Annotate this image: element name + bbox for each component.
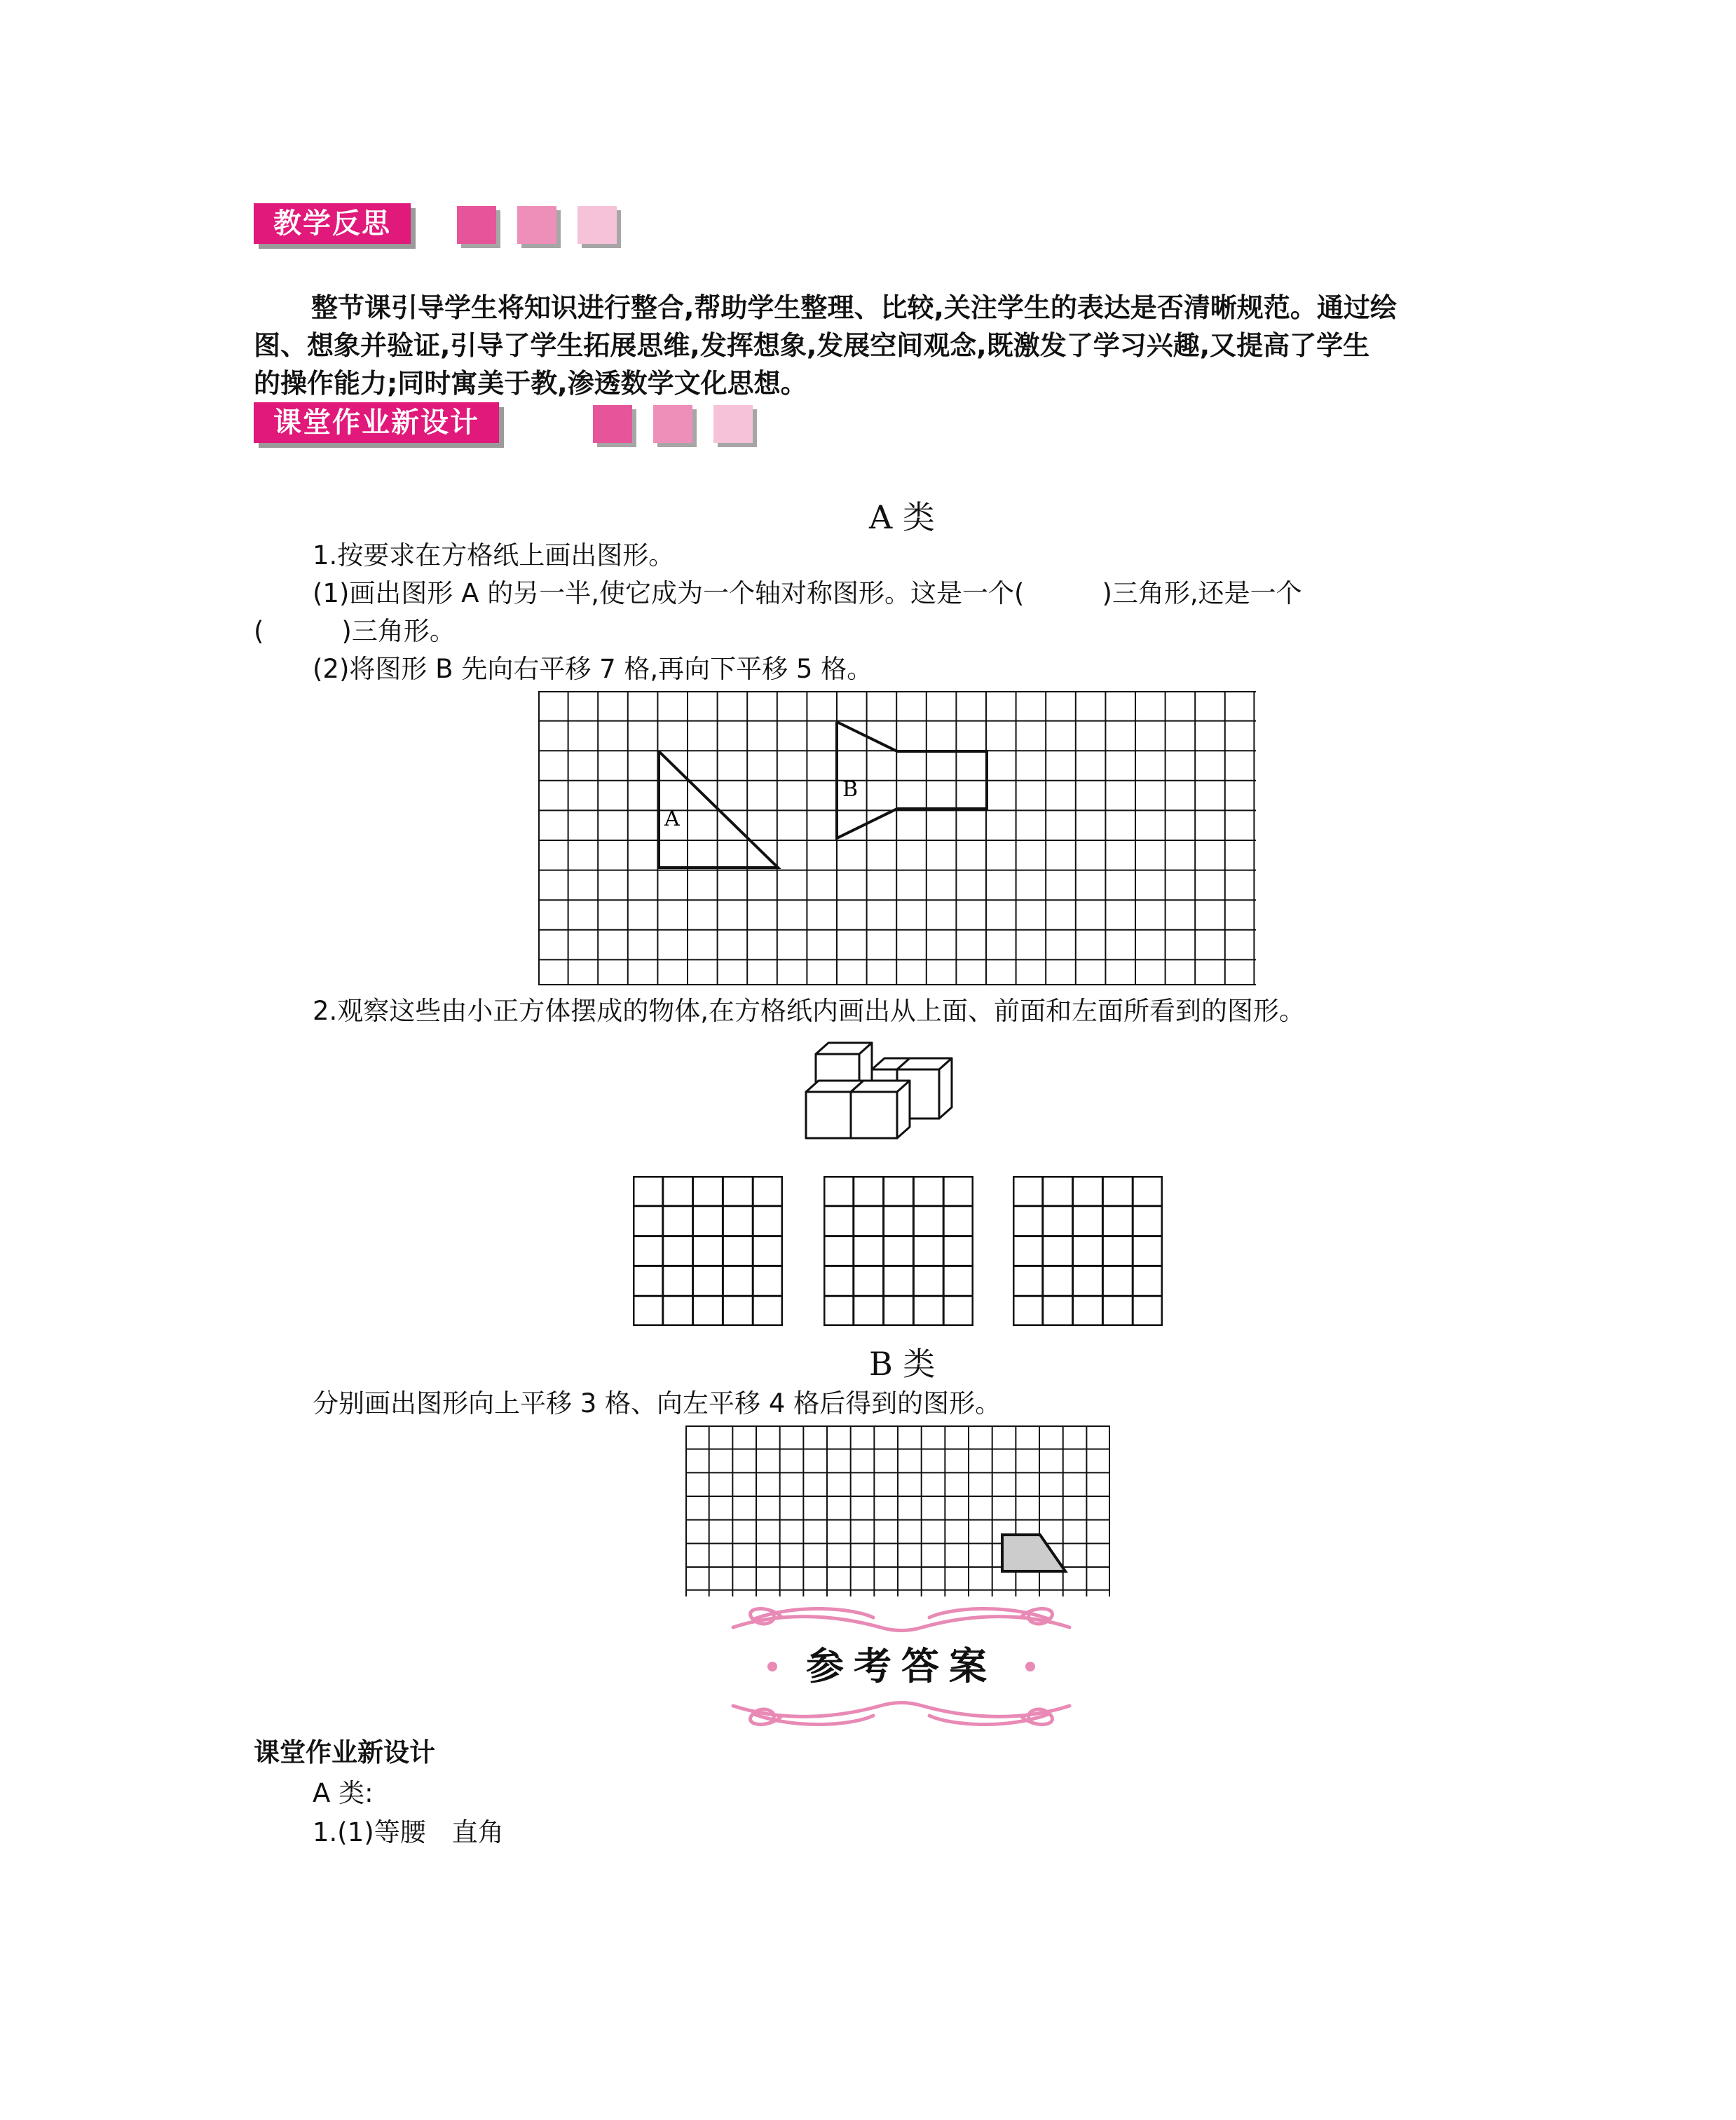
answer-line-1: 1.(1)等腰 直角 bbox=[313, 1817, 504, 1847]
question-1: 1.按要求在方格纸上画出图形。 bbox=[313, 540, 675, 570]
label-a: A bbox=[664, 807, 680, 831]
category-b-heading: B 类 bbox=[869, 1345, 936, 1383]
decor-square bbox=[577, 206, 617, 244]
question-b: 分别画出图形向上平移 3 格、向左平移 4 格后得到的图形。 bbox=[313, 1388, 1002, 1418]
grid-lines bbox=[823, 1176, 973, 1326]
grid-lines bbox=[1013, 1176, 1163, 1326]
shaded-trapezoid bbox=[1002, 1535, 1065, 1571]
section-title: 课堂作业新设计 bbox=[254, 402, 499, 443]
question-1-2: (2)将图形 B 先向右平移 7 格,再向下平移 5 格。 bbox=[313, 654, 873, 684]
answer-banner-title: 参考答案 bbox=[806, 1643, 997, 1688]
grid-top-view bbox=[633, 1176, 783, 1326]
grid-translate bbox=[685, 1425, 1110, 1596]
grid-left-view bbox=[1013, 1176, 1163, 1326]
section-header-homework bbox=[254, 402, 758, 449]
answer-category: A 类: bbox=[313, 1778, 374, 1808]
decor-square bbox=[713, 405, 753, 443]
grid-lines bbox=[538, 691, 1256, 985]
grid-front-view bbox=[823, 1176, 973, 1326]
answer-banner bbox=[712, 1599, 1091, 1734]
section-title: 教学反思 bbox=[254, 203, 411, 244]
decor-square bbox=[653, 405, 692, 443]
decor-square bbox=[593, 405, 632, 443]
reflection-paragraph bbox=[254, 289, 1515, 402]
question-2: 2.观察这些由小正方体摆成的物体,在方格纸内画出从上面、前面和左面所看到的图形。 bbox=[313, 996, 1306, 1026]
category-a-heading: A 类 bbox=[869, 498, 935, 536]
para-line: 的操作能力;同时寓美于教,渗透数学文化思想。 bbox=[254, 368, 807, 399]
answer-section-title: 课堂作业新设计 bbox=[254, 1737, 435, 1767]
para-line: 整节课引导学生将知识进行整合,帮助学生整理、比较,关注学生的表达是否清晰规范。通过绘 bbox=[311, 292, 1397, 323]
cube-object bbox=[799, 1040, 960, 1145]
label-b: B bbox=[842, 777, 859, 802]
para-line: 图、想象并验证,引导了学生拓展思维,发挥想象,发展空间观念,既激发了学习兴趣,又提高了学生 bbox=[254, 330, 1370, 361]
decor-square bbox=[457, 206, 496, 244]
question-1-1-line2: ( )三角形。 bbox=[254, 616, 456, 646]
question-1-1-line1: (1)画出图形 A 的另一半,使它成为一个轴对称图形。这是一个( )三角形,还是一个 bbox=[313, 578, 1302, 608]
section-header-reflection bbox=[254, 203, 618, 249]
grid-figure-a-b bbox=[538, 691, 1256, 985]
grid-lines bbox=[633, 1176, 783, 1326]
decor-square bbox=[517, 206, 556, 244]
